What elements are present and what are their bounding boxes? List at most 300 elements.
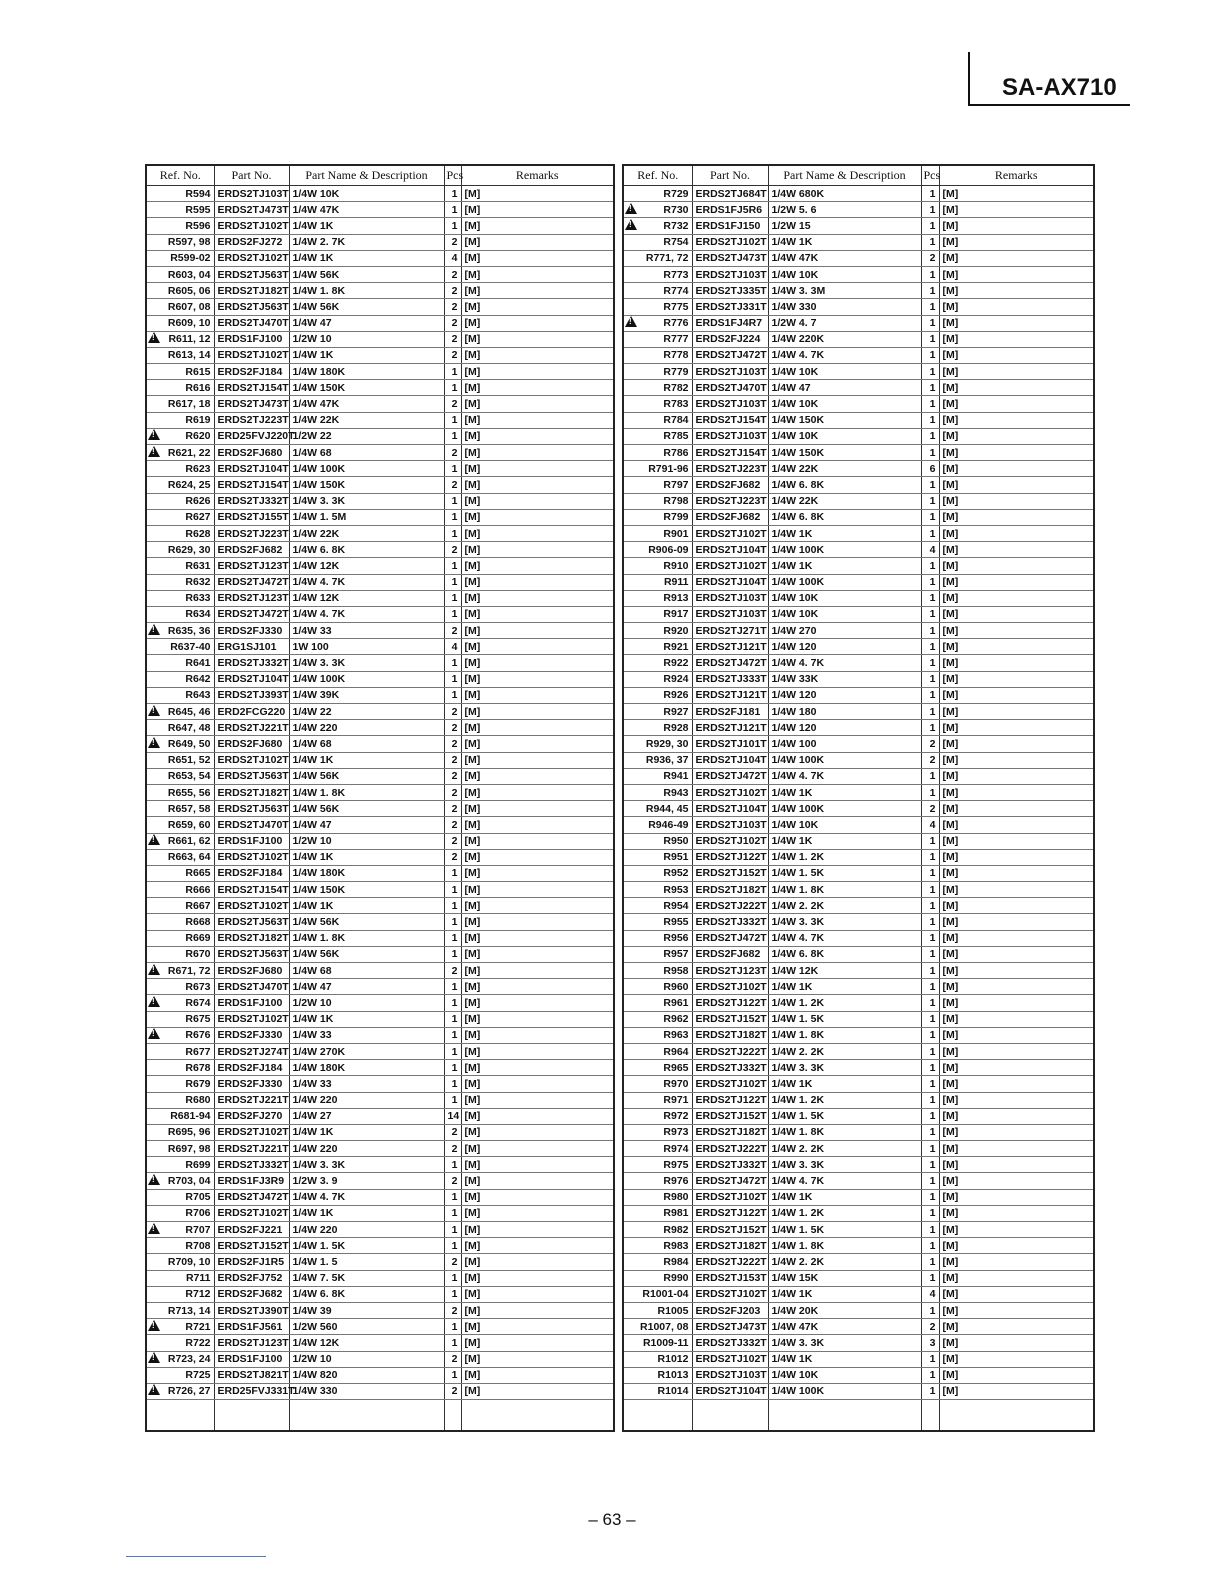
description-cell-text: 1W 100 (292, 640, 329, 653)
pcs-cell-text: 1 (929, 657, 936, 670)
remarks-cell (939, 930, 1094, 946)
ref-cell-text: R965 (663, 1061, 689, 1074)
ref-cell (623, 898, 692, 914)
description-cell (768, 574, 921, 590)
remarks-cell-text: [M] (942, 1029, 959, 1042)
part-number-cell (692, 283, 768, 299)
ref-cell (146, 639, 214, 655)
part-number-cell-text: ERDS2TJ332T (217, 1158, 289, 1171)
part-number-cell-text: ERDS2TJ103T (695, 1369, 767, 1382)
table-row (146, 558, 614, 574)
remarks-cell-text: [M] (942, 657, 959, 670)
remarks-cell-text: [M] (942, 446, 959, 459)
table-row (623, 315, 1094, 331)
ref-cell-text: R709, 10 (167, 1255, 211, 1268)
ref-cell (623, 882, 692, 898)
description-cell-text: 1/4W 150K (292, 478, 346, 491)
table-row (146, 752, 614, 768)
ref-cell-text: R984 (663, 1255, 689, 1268)
pcs-cell-text: 1 (451, 1223, 458, 1236)
warning-icon (148, 996, 160, 1007)
pcs-cell (921, 1157, 939, 1173)
remarks-cell (939, 606, 1094, 622)
pcs-cell (921, 1092, 939, 1108)
description-cell-text: 1/4W 56K (292, 948, 340, 961)
part-number-cell-text: ERDS2FJ184 (217, 1061, 283, 1074)
ref-cell (146, 558, 214, 574)
pcs-cell-text: 2 (451, 300, 458, 313)
ref-cell (146, 412, 214, 428)
warning-icon (148, 429, 160, 440)
description-cell (289, 493, 444, 509)
description-cell (768, 784, 921, 800)
description-cell (289, 1302, 444, 1318)
remarks-cell (461, 1383, 614, 1399)
remarks-cell (461, 266, 614, 282)
ref-cell (623, 283, 692, 299)
table-row (146, 963, 614, 979)
description-cell (289, 1335, 444, 1351)
description-cell-text: 1/4W 1. 2K (771, 996, 825, 1009)
table-row (146, 299, 614, 315)
pcs-cell-text: 1 (451, 996, 458, 1009)
table-row (146, 882, 614, 898)
description-cell (289, 396, 444, 412)
part-number-cell (692, 979, 768, 995)
part-number-cell-text: ERDS2TJ563T (217, 268, 289, 281)
remarks-cell (461, 1351, 614, 1367)
description-cell (289, 1270, 444, 1286)
pcs-cell-text: 1 (929, 899, 936, 912)
ref-cell (146, 283, 214, 299)
part-number-cell-text: ERDS2TJ182T (695, 1029, 767, 1042)
pcs-cell (444, 1238, 461, 1254)
remarks-cell-text: [M] (464, 1191, 481, 1204)
description-cell-text: 1/4W 220 (292, 721, 338, 734)
description-cell-text: 1/4W 1. 8K (292, 284, 346, 297)
part-number-cell-text: ERDS2TJ104T (217, 462, 289, 475)
description-cell (289, 882, 444, 898)
ref-cell-text: R786 (663, 446, 689, 459)
part-number-cell-text: ERDS2TJ472T (217, 1191, 289, 1204)
description-cell-text: 1/4W 1K (292, 899, 334, 912)
description-cell-text: 1/4W 680K (771, 187, 825, 200)
table-row (146, 380, 614, 396)
description-cell (768, 979, 921, 995)
part-number-cell-text: ERDS2TJ222T (695, 1142, 767, 1155)
pcs-cell (444, 234, 461, 250)
remarks-cell-text: [M] (942, 640, 959, 653)
part-number-cell-text: ERDS2TJ182T (695, 1239, 767, 1252)
description-cell-text: 1/4W 68 (292, 737, 332, 750)
description-cell-text: 1/4W 1K (771, 980, 813, 993)
remarks-cell (461, 525, 614, 541)
ref-cell (623, 266, 692, 282)
remarks-cell-text: [M] (464, 478, 481, 491)
remarks-cell (939, 202, 1094, 218)
part-number-cell-text: ERDS2TJ333T (695, 673, 767, 686)
remarks-cell (939, 428, 1094, 444)
pcs-cell-text: 1 (451, 916, 458, 929)
table-row (146, 1383, 614, 1399)
part-number-cell (692, 428, 768, 444)
part-number-cell-text: ERDS2FJ270 (217, 1110, 283, 1123)
description-cell (768, 1011, 921, 1027)
ref-cell (623, 1157, 692, 1173)
part-number-cell (214, 833, 289, 849)
remarks-cell (461, 849, 614, 865)
table-row (623, 1092, 1094, 1108)
ref-cell (146, 574, 214, 590)
ref-cell-text: R721 (185, 1320, 211, 1333)
pcs-cell-text: 2 (451, 317, 458, 330)
table-row (623, 979, 1094, 995)
ref-cell-text: R663, 64 (167, 851, 211, 864)
part-number-cell-text: ERDS2TJ122T (695, 851, 767, 864)
part-number-cell-text: ERDS2TJ821T (217, 1369, 289, 1382)
pcs-cell-text: 2 (451, 543, 458, 556)
ref-cell (623, 331, 692, 347)
pcs-cell-text: 1 (451, 899, 458, 912)
pcs-cell (921, 833, 939, 849)
ref-cell-text: R603, 04 (167, 268, 211, 281)
description-cell (289, 963, 444, 979)
pcs-cell (444, 1043, 461, 1059)
ref-cell-text: R1012 (657, 1353, 689, 1366)
part-number-cell (214, 1351, 289, 1367)
part-number-cell (214, 558, 289, 574)
table-row (623, 623, 1094, 639)
ref-cell-text: R980 (663, 1191, 689, 1204)
pcs-cell (444, 509, 461, 525)
remarks-cell (939, 639, 1094, 655)
part-number-cell (214, 461, 289, 477)
pcs-cell-text: 1 (929, 1385, 936, 1398)
pcs-cell (921, 963, 939, 979)
part-number-cell-text: ERDS2TJ122T (695, 1207, 767, 1220)
part-number-cell-text: ERDS2FJ1R5 (217, 1255, 285, 1268)
pcs-cell (444, 299, 461, 315)
description-cell (289, 477, 444, 493)
remarks-cell (939, 1043, 1094, 1059)
ref-cell-text: R1013 (657, 1369, 689, 1382)
remarks-cell-text: [M] (942, 770, 959, 783)
ref-cell-text: R964 (663, 1045, 689, 1058)
description-cell-text: 1/4W 12K (771, 964, 819, 977)
ref-cell (146, 1351, 214, 1367)
remarks-cell (939, 671, 1094, 687)
table-row (146, 493, 614, 509)
remarks-cell (461, 817, 614, 833)
table-row (623, 234, 1094, 250)
pcs-cell-text: 2 (451, 802, 458, 815)
remarks-cell-text: [M] (464, 187, 481, 200)
ref-cell (146, 655, 214, 671)
ref-cell-text: R798 (663, 495, 689, 508)
part-number-cell-text: ERDS2TJ271T (695, 624, 767, 637)
part-number-cell (692, 509, 768, 525)
description-cell (289, 801, 444, 817)
description-cell-text: 1/2W 10 (292, 1353, 332, 1366)
remarks-cell (939, 477, 1094, 493)
ref-cell (146, 1254, 214, 1270)
part-number-cell (692, 1335, 768, 1351)
pcs-cell (921, 930, 939, 946)
ref-cell-text: R783 (663, 398, 689, 411)
description-cell (289, 1092, 444, 1108)
ref-cell-text: R643 (185, 689, 211, 702)
description-cell-text: 1/4W 1. 8K (771, 1126, 825, 1139)
part-number-cell (692, 202, 768, 218)
ref-cell-text: R950 (663, 835, 689, 848)
part-number-cell-text: ERD25FVJ331T (217, 1385, 295, 1398)
pcs-cell-text: 1 (929, 1045, 936, 1058)
ref-cell (623, 736, 692, 752)
description-cell (289, 234, 444, 250)
description-cell-text: 1/4W 2. 2K (771, 1255, 825, 1268)
ref-cell-text: R910 (663, 559, 689, 572)
ref-cell-text: R673 (185, 980, 211, 993)
pcs-cell-text: 1 (451, 592, 458, 605)
description-cell (768, 833, 921, 849)
empty-cell (461, 1400, 614, 1431)
part-number-cell-text: ERDS2TJ470T (695, 381, 767, 394)
pcs-cell (921, 849, 939, 865)
table-row (146, 509, 614, 525)
part-number-cell (214, 1319, 289, 1335)
description-cell-text: 1/4W 3. 3K (771, 1158, 825, 1171)
description-cell (289, 299, 444, 315)
remarks-cell (461, 380, 614, 396)
part-number-cell (214, 347, 289, 363)
remarks-cell-text: [M] (464, 835, 481, 848)
table-row (623, 1027, 1094, 1043)
pcs-cell-text: 2 (451, 398, 458, 411)
ref-cell (623, 542, 692, 558)
pcs-cell (921, 1011, 939, 1027)
part-number-cell-text: ERDS2FJ682 (217, 1288, 283, 1301)
ref-cell (146, 1173, 214, 1189)
description-cell-text: 1/4W 47 (771, 381, 811, 394)
ref-cell-text: R615 (185, 365, 211, 378)
description-cell (289, 380, 444, 396)
remarks-cell-text: [M] (464, 1320, 481, 1333)
part-number-cell (214, 768, 289, 784)
part-number-cell (692, 558, 768, 574)
pcs-cell-text: 1 (929, 624, 936, 637)
remarks-cell-text: [M] (464, 1272, 481, 1285)
remarks-cell (939, 1383, 1094, 1399)
table-row (623, 752, 1094, 768)
pcs-cell-text: 1 (929, 1029, 936, 1042)
part-number-cell (214, 1270, 289, 1286)
description-cell (289, 979, 444, 995)
part-number-cell-text: ERDS2TJ472T (695, 657, 767, 670)
part-number-cell-text: ERDS2TJ102T (217, 349, 289, 362)
description-cell (289, 218, 444, 234)
pcs-cell (921, 331, 939, 347)
ref-cell-text: R782 (663, 381, 689, 394)
ref-cell-text: R677 (185, 1045, 211, 1058)
pcs-cell (444, 1108, 461, 1124)
remarks-cell-text: [M] (464, 851, 481, 864)
description-cell (768, 1124, 921, 1140)
ref-cell-text: R911 (663, 576, 689, 589)
part-number-cell-text: ERDS2TJ221T (217, 1142, 289, 1155)
pcs-cell (444, 882, 461, 898)
ref-cell (146, 364, 214, 380)
ref-cell (146, 865, 214, 881)
remarks-cell-text: [M] (464, 1369, 481, 1382)
description-cell (289, 720, 444, 736)
part-number-cell (214, 266, 289, 282)
remarks-cell-text: [M] (464, 219, 481, 232)
part-number-cell-text: ERDS2TJ472T (695, 349, 767, 362)
description-cell (768, 380, 921, 396)
pcs-cell-text: 1 (929, 964, 936, 977)
remarks-cell-text: [M] (942, 737, 959, 750)
part-number-cell-text: ERDS2TJ103T (695, 592, 767, 605)
remarks-cell (461, 768, 614, 784)
table-row-empty (146, 1400, 614, 1431)
ref-cell (623, 930, 692, 946)
pcs-cell-text: 1 (451, 381, 458, 394)
pcs-cell (921, 315, 939, 331)
table-row (623, 736, 1094, 752)
description-cell (768, 1205, 921, 1221)
ref-cell-text: R944, 45 (645, 802, 689, 815)
remarks-cell-text: [M] (464, 495, 481, 508)
remarks-cell-text: [M] (464, 1061, 481, 1074)
part-number-cell-text: ERDS2FJ682 (217, 543, 283, 556)
pcs-cell (444, 1173, 461, 1189)
description-cell (768, 606, 921, 622)
pcs-cell (444, 817, 461, 833)
remarks-cell-text: [M] (942, 802, 959, 815)
remarks-cell (461, 1157, 614, 1173)
description-cell (289, 833, 444, 849)
pcs-cell-text: 1 (929, 495, 936, 508)
part-number-cell-text: ERDS2TJ563T (217, 300, 289, 313)
part-number-cell-text: ERDS2TJ123T (217, 592, 289, 605)
part-number-cell (214, 1141, 289, 1157)
table-row (146, 1108, 614, 1124)
part-number-cell-text: ERDS2FJ330 (217, 624, 283, 637)
description-cell (768, 347, 921, 363)
part-number-cell (214, 1060, 289, 1076)
description-cell-text: 1/4W 47K (292, 203, 340, 216)
remarks-cell-text: [M] (942, 1272, 959, 1285)
description-cell (768, 1335, 921, 1351)
ref-cell-text: R609, 10 (167, 317, 211, 330)
description-cell (289, 428, 444, 444)
description-cell (289, 461, 444, 477)
remarks-cell-text: [M] (464, 1029, 481, 1042)
description-cell-text: 1/4W 39K (292, 689, 340, 702)
pcs-cell (921, 283, 939, 299)
part-number-cell-text: ERDS2FJ682 (695, 948, 761, 961)
description-cell-text: 1/4W 6. 8K (771, 511, 825, 524)
description-cell-text: 1/4W 120 (771, 689, 817, 702)
pcs-cell (921, 1383, 939, 1399)
ref-cell-text: R668 (185, 916, 211, 929)
remarks-cell (461, 801, 614, 817)
remarks-cell-text: [M] (464, 996, 481, 1009)
ref-cell (623, 963, 692, 979)
remarks-cell-text: [M] (464, 284, 481, 297)
remarks-cell (939, 1173, 1094, 1189)
ref-cell-text: R960 (663, 980, 689, 993)
ref-cell (623, 1027, 692, 1043)
pcs-cell (444, 186, 461, 202)
description-cell-text: 1/4W 270K (292, 1045, 346, 1058)
description-cell (768, 412, 921, 428)
part-number-cell (692, 1189, 768, 1205)
description-cell-text: 1/4W 4. 7K (771, 349, 825, 362)
ref-cell (623, 995, 692, 1011)
table-row (623, 1157, 1094, 1173)
part-number-cell (692, 995, 768, 1011)
ref-cell (146, 720, 214, 736)
part-number-cell-text: ERDS2TJ182T (217, 932, 289, 945)
table-row (623, 671, 1094, 687)
table-row (623, 606, 1094, 622)
warning-icon (148, 1320, 160, 1331)
table-row (623, 639, 1094, 655)
part-number-cell (692, 655, 768, 671)
remarks-cell-text: [M] (464, 414, 481, 427)
remarks-cell (461, 396, 614, 412)
part-number-cell (214, 590, 289, 606)
remarks-cell-text: [M] (464, 1126, 481, 1139)
ref-cell-text: R901 (663, 527, 689, 540)
remarks-cell-text: [M] (464, 430, 481, 443)
remarks-cell-text: [M] (464, 1353, 481, 1366)
pcs-cell-text: 1 (451, 657, 458, 670)
part-number-cell-text: ERDS2TJ332T (217, 657, 289, 670)
part-number-cell (692, 704, 768, 720)
description-cell (768, 461, 921, 477)
pcs-cell-text: 1 (451, 1045, 458, 1058)
pcs-cell (921, 1027, 939, 1043)
part-number-cell (214, 606, 289, 622)
remarks-cell (939, 234, 1094, 250)
ref-cell-text: R955 (663, 916, 689, 929)
part-number-cell (692, 331, 768, 347)
table-row (623, 720, 1094, 736)
remarks-cell (461, 250, 614, 266)
pcs-cell (921, 687, 939, 703)
table-row (623, 1302, 1094, 1318)
ref-cell (146, 590, 214, 606)
pcs-cell-text: 2 (929, 1320, 936, 1333)
pcs-cell (921, 720, 939, 736)
pcs-cell (921, 445, 939, 461)
pcs-cell-text: 2 (451, 721, 458, 734)
part-number-cell-text: ERDS2TJ121T (695, 640, 767, 653)
part-number-cell-text: ERDS2TJ473T (695, 252, 767, 265)
pcs-cell (444, 428, 461, 444)
ref-cell (623, 1108, 692, 1124)
remarks-cell-text: [M] (942, 899, 959, 912)
part-number-cell (214, 574, 289, 590)
warning-icon (625, 316, 637, 327)
table-row (623, 477, 1094, 493)
pcs-cell (921, 461, 939, 477)
description-cell (289, 1222, 444, 1238)
part-number-cell (214, 979, 289, 995)
warning-icon (625, 203, 637, 214)
